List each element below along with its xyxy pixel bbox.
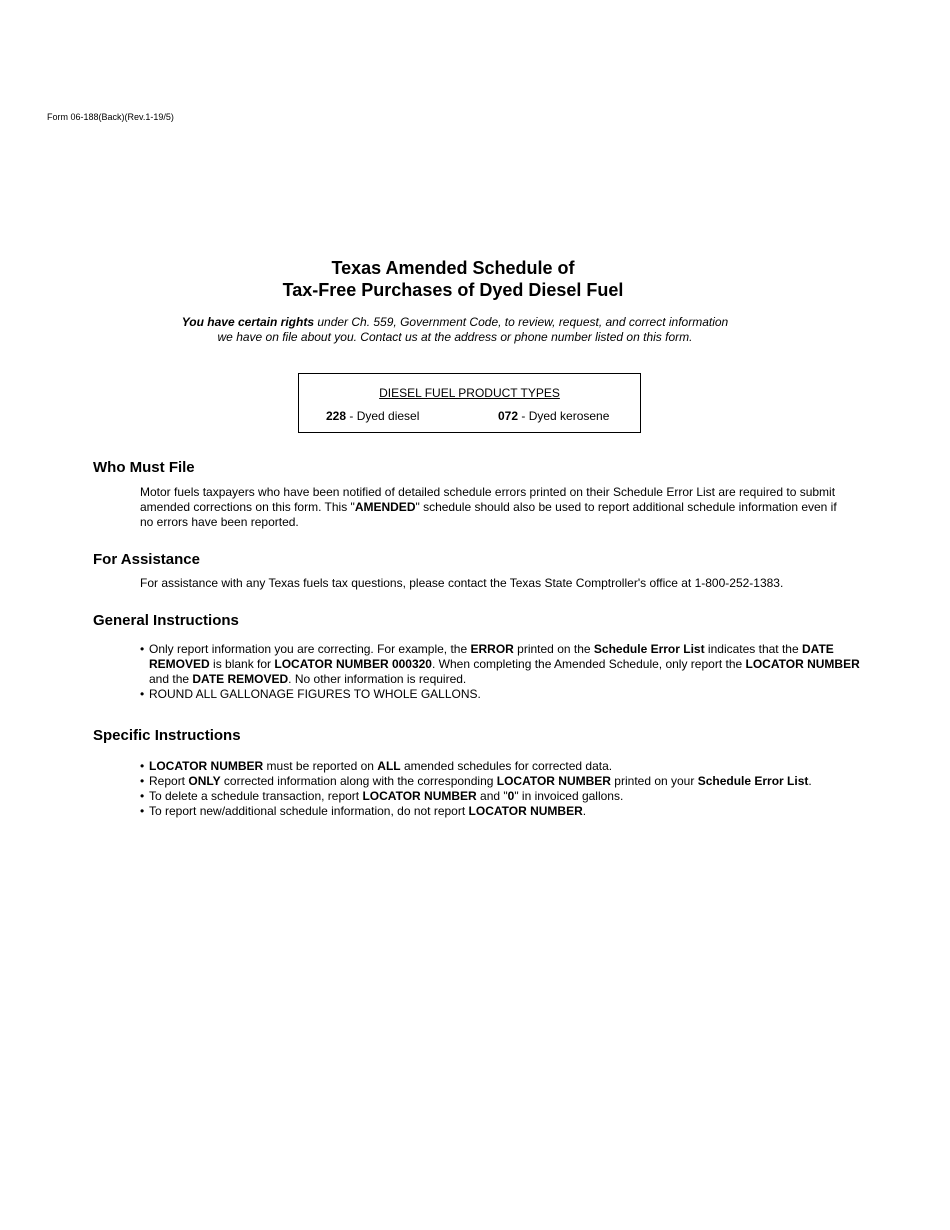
text-bold: LOCATOR NUMBER [496,774,611,788]
text-segment: To report new/additional schedule information, do not report [149,804,469,818]
text-bold: ERROR [470,642,514,656]
text-segment: and " [476,789,508,803]
title-line-2: Tax-Free Purchases of Dyed Diesel Fuel [282,280,624,300]
text-segment: amended schedules for corrected data. [400,759,613,773]
text-bold: LOCATOR NUMBER [149,759,264,773]
bullet-icon: • [140,759,145,773]
list-item [140,642,870,687]
for-assistance-text: For assistance with any Texas fuels tax questions, please contact the Texas State Comptroller's office at 1-800-252-1383. [140,576,784,590]
who-must-file-heading: Who Must File [93,459,195,476]
text-segment: is blank for [209,657,275,671]
product-label: - Dyed diesel [346,409,420,423]
text-segment: Only report information you are correcting. For example, the [149,642,471,656]
text-segment: Report [149,774,189,788]
text-bold: LOCATOR NUMBER [745,657,860,671]
product-type-dyed-kerosene [498,409,609,423]
product-type-dyed-diesel [326,409,419,423]
title-line-1: Texas Amended Schedule of [331,258,575,278]
product-code: 228 [326,409,347,423]
general-instructions-list [140,642,870,702]
rights-bold: You have certain rights [181,315,315,329]
text-segment: indicates that the [704,642,802,656]
text-segment: . [582,804,587,818]
for-assistance-heading: For Assistance [93,551,200,568]
list-item [140,774,870,789]
text-bold: DATE REMOVED [192,672,289,686]
rights-line-1 [0,315,910,330]
text-bold: AMENDED [354,500,416,514]
rights-line-2: we have on file about you. Contact us at the address or phone number listed on this form. [217,330,693,344]
text-segment: " in invoiced gallons. [514,789,624,803]
list-item [140,804,870,819]
general-instructions-heading: General Instructions [93,612,239,629]
text-bold: LOCATOR NUMBER 000320 [274,657,432,671]
bullet-icon: • [140,789,145,803]
product-label: - Dyed kerosene [518,409,610,423]
text-bold: DATE REMOVED [149,642,834,671]
text-bold: 0 [507,789,515,803]
product-types-heading: DIESEL FUEL PRODUCT TYPES [379,386,560,400]
text-bold: LOCATOR NUMBER [362,789,477,803]
product-code: 072 [498,409,519,423]
bullet-icon: • [140,687,145,701]
text-bold: Schedule Error List [697,774,809,788]
rights-line-1-text: under Ch. 559, Government Code, to review, request, and correct information [314,315,729,329]
text-segment: printed on the [513,642,594,656]
list-item [140,687,870,702]
text-segment: . When completing the Amended Schedule, only report the [431,657,746,671]
text-segment: . [808,774,812,788]
text-bold: LOCATOR NUMBER [468,804,583,818]
text-segment: Motor fuels taxpayers who have been notified of detailed schedule errors printed on their Schedule Error List are required to submit amended corrections on this form. This " [140,485,836,514]
specific-instructions-list [140,759,870,819]
text-segment: " schedule should also be used to report additional schedule information even if no errors have been reported. [140,500,837,529]
text-segment: To delete a schedule transaction, report [149,789,363,803]
product-types-box [298,373,641,433]
bullet-icon: • [140,804,145,818]
text-segment: . No other information is required. [288,672,467,686]
specific-instructions-heading: Specific Instructions [93,727,241,744]
text-bold: ALL [377,759,401,773]
page-title [0,257,906,301]
text-segment: printed on your [610,774,698,788]
text-segment: and the [149,672,193,686]
text-bold: ONLY [188,774,221,788]
bullet-icon: • [140,774,145,788]
bullet-icon: • [140,642,145,656]
text-bold: Schedule Error List [593,642,705,656]
rights-notice [0,315,910,345]
list-item [140,759,870,774]
form-number: Form 06-188(Back)(Rev.1-19/5) [47,112,174,122]
who-must-file-text [140,485,840,530]
list-item [140,789,870,804]
text-segment: ROUND ALL GALLONAGE FIGURES TO WHOLE GALLONS. [149,687,481,701]
text-segment: corrected information along with the corresponding [220,774,497,788]
text-segment: must be reported on [263,759,378,773]
